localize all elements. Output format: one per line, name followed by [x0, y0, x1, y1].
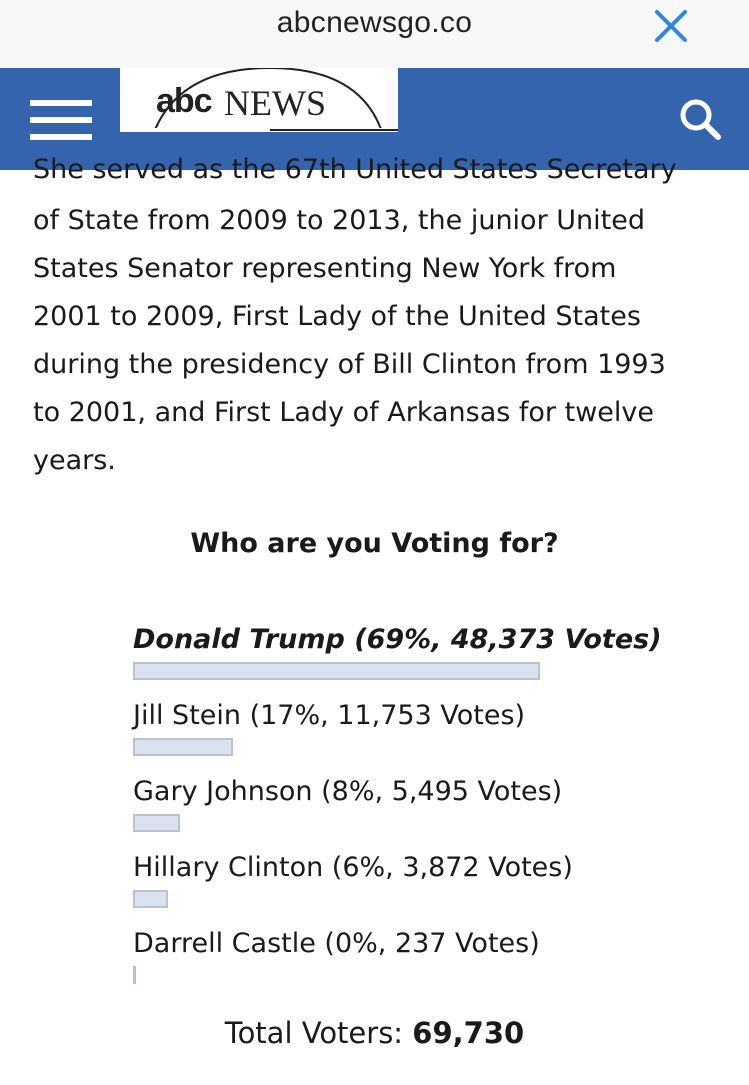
poll-option: [133, 774, 562, 832]
poll-option-label: Darrell Castle (0%, 237 Votes): [133, 928, 540, 959]
poll-result-bar: [133, 738, 233, 756]
total-voters-label: Total Voters:: [224, 1016, 404, 1050]
total-voters-value: 69,730: [412, 1016, 525, 1050]
poll-result-bar: [133, 890, 168, 908]
poll-option: [133, 926, 540, 984]
poll-option-label: Hillary Clinton (6%, 3,872 Votes): [133, 852, 573, 883]
poll-result-bar: [133, 814, 180, 832]
poll-title: Who are you Voting for?: [190, 528, 559, 559]
poll-option-label: Jill Stein (17%, 11,753 Votes): [133, 700, 526, 731]
article-line: to 2001, and First Lady of Arkansas for twelve: [33, 397, 654, 428]
article-line: States Senator representing New York from: [33, 253, 617, 284]
close-icon[interactable]: [651, 6, 691, 46]
article-line: of State from 2009 to 2013, the junior United: [33, 205, 645, 236]
logo-abc-text: abc: [156, 82, 212, 120]
article-line: years.: [33, 445, 116, 476]
poll-result-bar: [133, 662, 540, 680]
url-text[interactable]: abcnewsgo.co: [276, 6, 473, 39]
browser-url-bar: [0, 0, 749, 68]
total-voters: [0, 1016, 749, 1050]
article-cut-off-line: She served as the 67th United States Secretary: [33, 154, 677, 185]
hamburger-menu-icon[interactable]: [30, 100, 92, 140]
article-paragraph: [33, 197, 723, 485]
poll-result-bar: [133, 966, 137, 984]
search-icon[interactable]: [677, 96, 723, 142]
article-line: 2001 to 2009, First Lady of the United States: [33, 301, 641, 332]
poll-option: [133, 622, 662, 680]
poll-option: [133, 850, 573, 908]
article-line: during the presidency of Bill Clinton from 1993: [33, 349, 666, 380]
poll-option: [133, 698, 525, 756]
logo-news-text: NEWS: [224, 83, 326, 123]
poll-option-label: Donald Trump (69%, 48,373 Votes): [133, 624, 662, 655]
poll-option-label: Gary Johnson (8%, 5,495 Votes): [133, 776, 563, 807]
abc-news-logo[interactable]: [120, 68, 398, 132]
